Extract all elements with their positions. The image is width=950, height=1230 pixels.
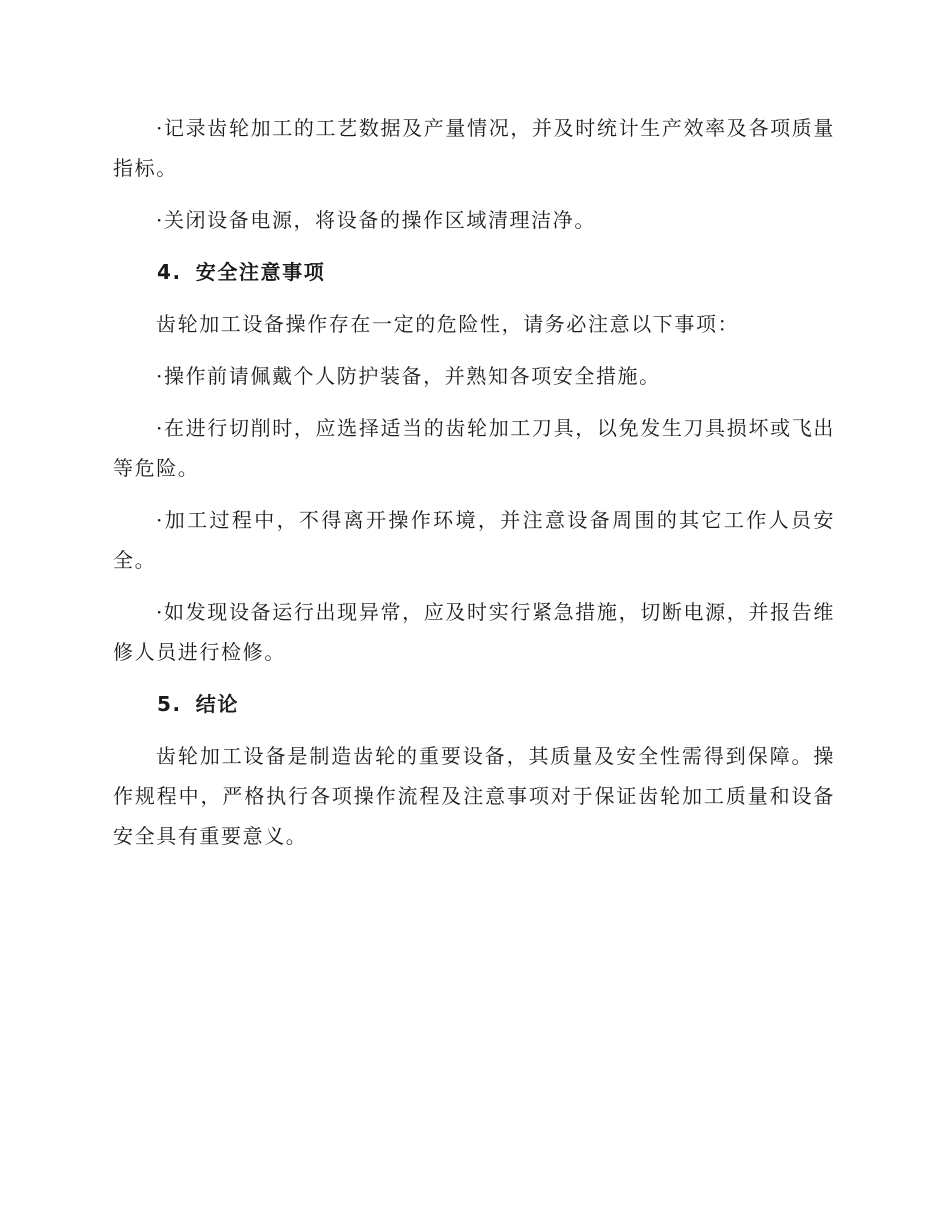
safety-item-emergency: ·如发现设备运行出现异常，应及时实行紧急措施，切断电源，并报告维修人员进行检修。	[113, 600, 835, 664]
section-4-heading	[113, 252, 835, 292]
section-5-heading	[113, 684, 835, 724]
section-5-title: 结论	[195, 692, 239, 716]
conclusion-paragraph: 齿轮加工设备是制造齿轮的重要设备，其质量及安全性需得到保障。操作规程中，严格执行各项操作流程及注意事项对于保证齿轮加工质量和设备安全具有重要意义。	[113, 744, 835, 848]
safety-item-stay-present: ·加工过程中，不得离开操作环境，并注意设备周围的其它工作人员安全。	[113, 508, 835, 572]
bullet-record-data: ·记录齿轮加工的工艺数据及产量情况，并及时统计生产效率及各项质量指标。	[113, 116, 835, 180]
safety-item-ppe: ·操作前请佩戴个人防护装备，并熟知各项安全措施。	[156, 364, 661, 388]
section-4-intro: 齿轮加工设备操作存在一定的危险性，请务必注意以下事项：	[156, 312, 740, 336]
safety-item-cutting-tool: ·在进行切削时，应选择适当的齿轮加工刀具，以免发生刀具损坏或飞出等危险。	[113, 416, 835, 480]
section-4-number: 4.	[157, 260, 182, 284]
section-4-title: 安全注意事项	[195, 260, 326, 284]
document-body	[113, 108, 835, 868]
section-5-number: 5.	[157, 692, 182, 716]
bullet-power-off: ·关闭设备电源，将设备的操作区域清理洁净。	[156, 208, 596, 232]
